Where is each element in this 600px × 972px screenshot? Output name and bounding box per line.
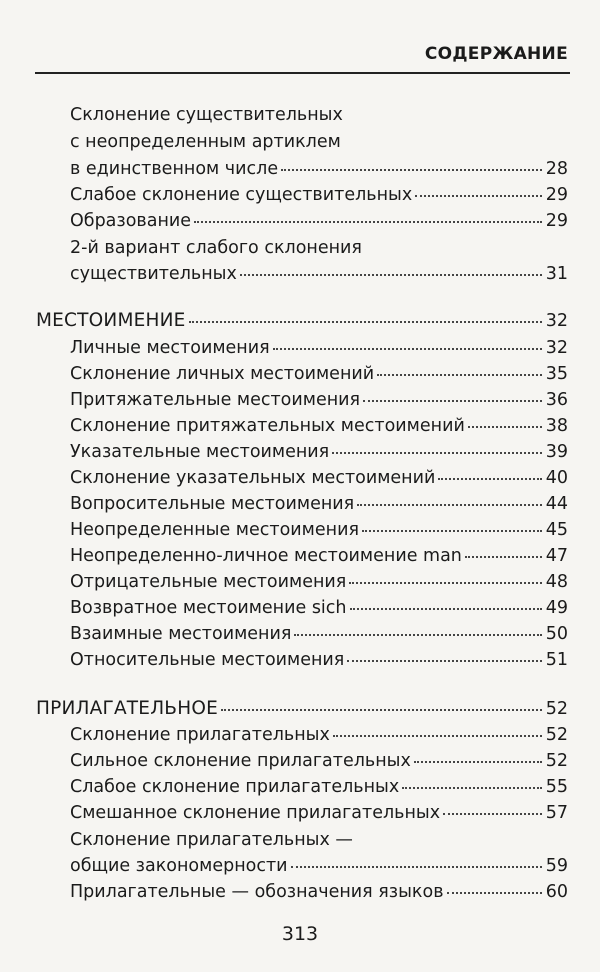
toc-entry[interactable]	[70, 493, 568, 515]
toc-page-number: 52	[545, 725, 568, 745]
toc-entry[interactable]	[70, 363, 568, 385]
toc-entry-label: Склонение притяжательных местоимений	[70, 416, 465, 436]
toc-entry-label: Отрицательные местоимения	[70, 572, 347, 592]
dot-leader	[363, 398, 542, 402]
toc-page-number: 31	[545, 264, 568, 284]
toc-page-number: 44	[545, 494, 568, 514]
toc-entry[interactable]	[70, 802, 568, 824]
page-number: 313	[281, 923, 319, 945]
toc-entry[interactable]	[70, 776, 568, 798]
toc-page-number: 50	[545, 624, 568, 644]
dot-leader	[415, 193, 542, 197]
toc-entry[interactable]	[70, 750, 568, 772]
dot-leader	[347, 658, 541, 662]
dot-leader	[194, 219, 542, 223]
toc-entry-label: Неопределенные местоимения	[70, 520, 359, 540]
toc-entry-label: Склонение прилагательных	[70, 725, 330, 745]
dot-leader	[349, 580, 541, 584]
toc-page-number: 28	[545, 159, 568, 179]
toc-page-number: 38	[545, 416, 568, 436]
toc-entry-label: Личные местоимения	[70, 338, 270, 358]
header-title: СОДЕРЖАНИЕ	[424, 44, 568, 64]
toc-page-number: 51	[545, 650, 568, 670]
toc-entry-label: Относительные местоимения	[70, 650, 345, 670]
dot-leader	[357, 502, 542, 506]
toc-entry[interactable]	[70, 184, 568, 206]
toc-entry-label: Смешанное склонение прилагательных	[70, 803, 441, 823]
dot-leader	[414, 759, 542, 763]
dot-leader	[291, 864, 542, 868]
toc-entry[interactable]	[70, 389, 568, 411]
toc-section[interactable]	[36, 310, 568, 332]
toc-entry-label: существительных	[70, 264, 237, 284]
toc-entry-label: Возвратное местоимение sich	[70, 598, 347, 618]
dot-leader	[281, 167, 542, 171]
toc-entry[interactable]	[70, 855, 568, 877]
toc-page-number: 57	[545, 803, 568, 823]
toc-page-number: 55	[545, 777, 568, 797]
toc-entry-label: Образование	[70, 211, 192, 231]
toc-entry[interactable]	[70, 571, 568, 593]
toc-entry-label: Указательные местоимения	[70, 442, 330, 462]
toc-entry-line: Склонение прилагательных —	[70, 830, 353, 850]
toc-entry[interactable]	[70, 881, 568, 903]
toc-page-number: 39	[545, 442, 568, 462]
toc-entry[interactable]	[70, 337, 568, 359]
toc-entry-label: в единственном числе	[70, 159, 279, 179]
toc-entry-line: 2-й вариант слабого склонения	[70, 238, 362, 258]
toc-entry-label: Склонение указательных местоимений	[70, 468, 436, 488]
toc-page-number: 60	[545, 882, 568, 902]
dot-leader	[443, 811, 542, 815]
toc-entry[interactable]	[70, 441, 568, 463]
dot-leader	[362, 528, 542, 532]
toc-section-label: МЕСТОИМЕНИЕ	[36, 310, 186, 331]
toc-entry[interactable]	[70, 623, 568, 645]
toc-entry-label: Неопределенно-личное местоимение man	[70, 546, 462, 566]
toc-entry-label: Взаимные местоимения	[70, 624, 292, 644]
dot-leader	[332, 450, 542, 454]
toc-entry[interactable]	[70, 415, 568, 437]
toc-entry[interactable]	[70, 597, 568, 619]
toc-page-number: 40	[545, 468, 568, 488]
toc-entry-line: с неопределенным артиклем	[70, 132, 341, 152]
toc-entry[interactable]	[70, 649, 568, 671]
toc-page-number: 48	[545, 572, 568, 592]
toc-entry[interactable]	[70, 467, 568, 489]
toc-page-number: 52	[545, 699, 568, 719]
toc-entry-label: Притяжательные местоимения	[70, 390, 361, 410]
dot-leader	[377, 372, 542, 376]
toc-entry-label: общие закономерности	[70, 856, 288, 876]
toc-entry[interactable]	[70, 158, 568, 180]
toc-page-number: 32	[545, 311, 568, 331]
dot-leader	[294, 632, 541, 636]
toc-section[interactable]	[36, 698, 568, 720]
dot-leader	[468, 424, 542, 428]
dot-leader	[240, 272, 542, 276]
toc-entry-label: Слабое склонение существительных	[70, 185, 413, 205]
toc-entry-line: Склонение существительных	[70, 105, 343, 125]
toc-page-number: 49	[545, 598, 568, 618]
dot-leader	[273, 346, 542, 350]
dot-leader	[350, 606, 542, 610]
dot-leader	[465, 554, 542, 558]
toc-page-number: 59	[545, 856, 568, 876]
toc-page-number: 29	[545, 211, 568, 231]
toc-section-label: ПРИЛАГАТЕЛЬНОЕ	[36, 698, 218, 719]
dot-leader	[189, 319, 542, 323]
toc-page-number: 29	[545, 185, 568, 205]
toc-page-number: 36	[545, 390, 568, 410]
toc-entry-label: Прилагательные — обозначения языков	[70, 882, 444, 902]
dot-leader	[333, 733, 542, 737]
dot-leader	[438, 476, 541, 480]
toc-entry[interactable]	[70, 210, 568, 232]
toc-entry[interactable]	[70, 519, 568, 541]
toc-entry-label: Вопросительные местоимения	[70, 494, 355, 514]
toc-page-number: 47	[545, 546, 568, 566]
running-header	[35, 38, 570, 74]
dot-leader	[402, 785, 542, 789]
toc-entry-label: Склонение личных местоимений	[70, 364, 375, 384]
toc-page-number: 52	[545, 751, 568, 771]
dot-leader	[221, 707, 542, 711]
toc-entry[interactable]	[70, 545, 568, 567]
toc-page-number: 35	[545, 364, 568, 384]
toc-entry[interactable]	[70, 724, 568, 746]
dot-leader	[447, 890, 542, 894]
toc-page-number: 32	[545, 338, 568, 358]
toc-entry-label: Слабое склонение прилагательных	[70, 777, 400, 797]
toc-entry[interactable]	[70, 263, 568, 285]
toc-entry-label: Сильное склонение прилагательных	[70, 751, 411, 771]
toc-page-number: 45	[545, 520, 568, 540]
